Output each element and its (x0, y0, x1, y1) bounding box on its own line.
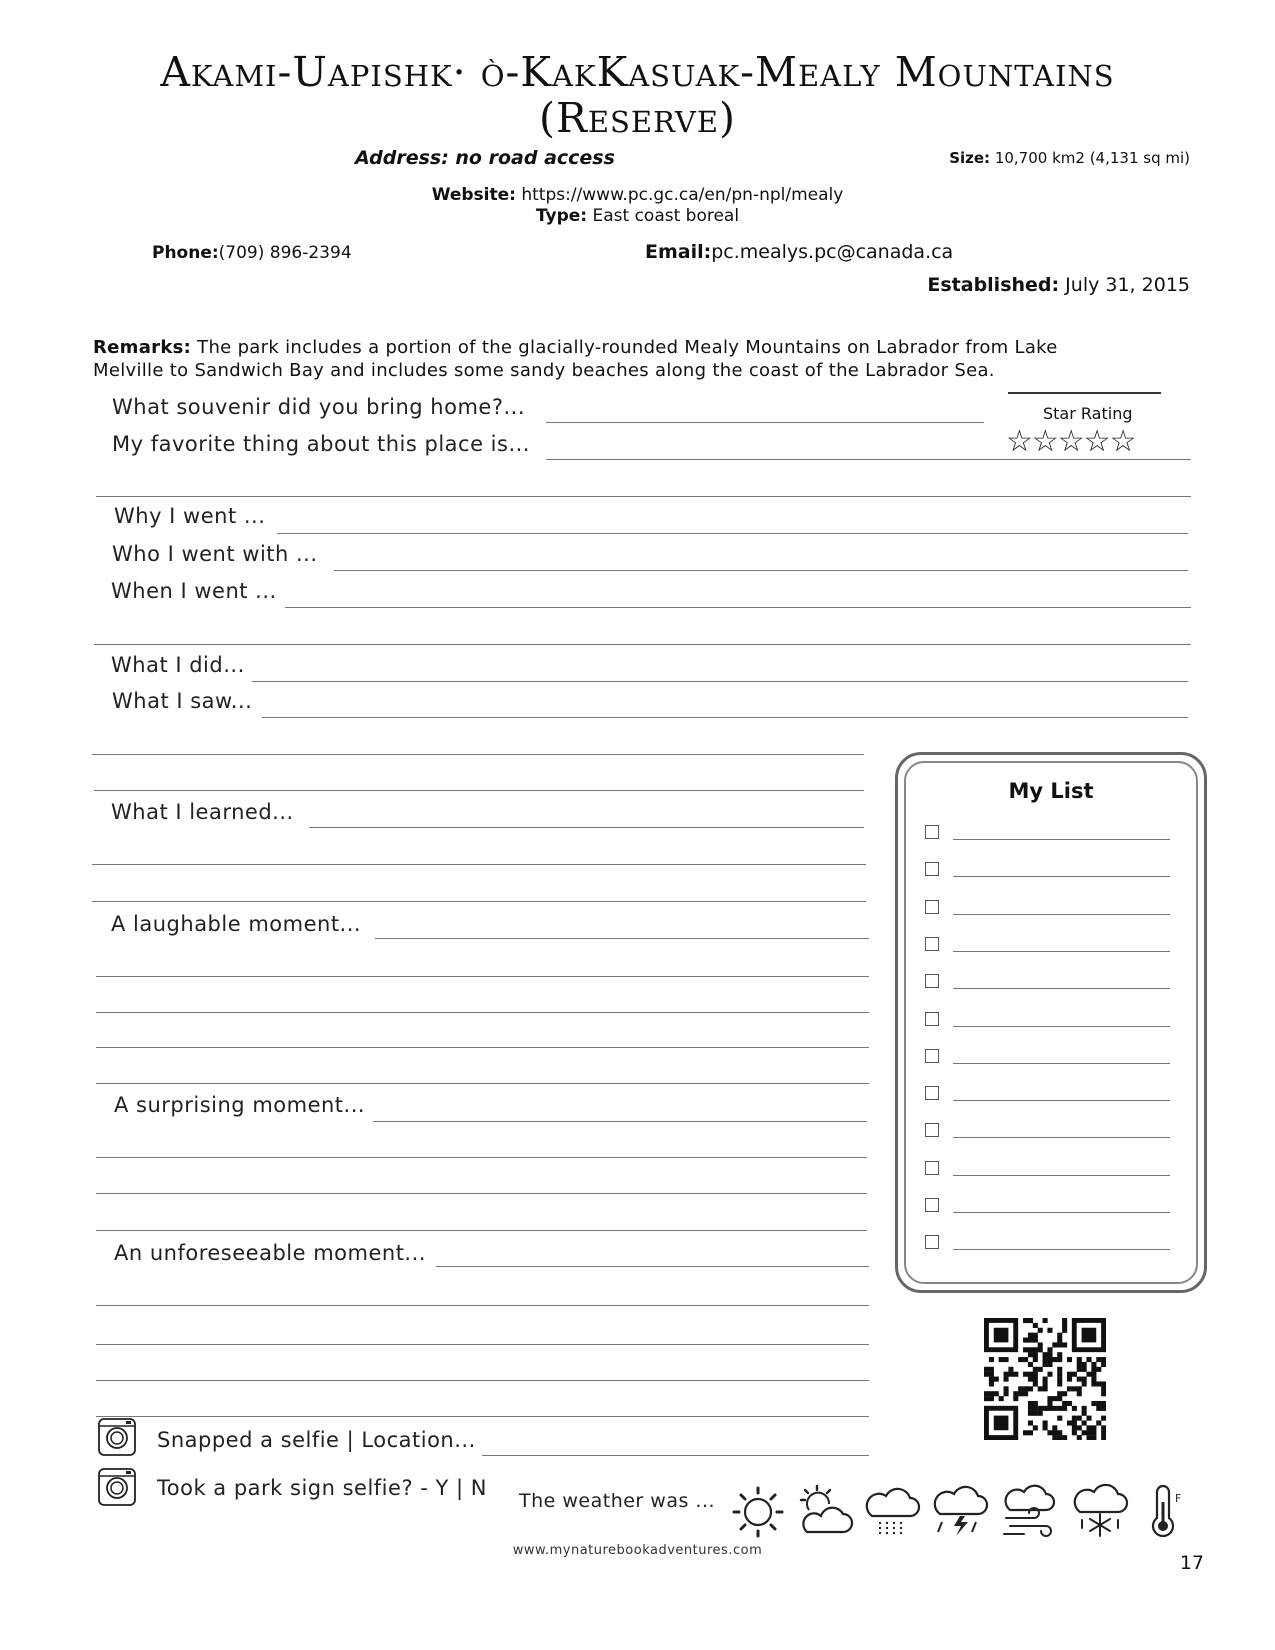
unforeseeable-prompt: An unforeseeable moment... (114, 1241, 426, 1265)
my-list-item-line[interactable] (953, 1100, 1170, 1101)
my-list-item-line[interactable] (953, 914, 1170, 915)
email-value[interactable]: pc.mealys.pc@canada.ca (711, 241, 954, 263)
surprising-answer-line[interactable] (373, 1121, 867, 1122)
learned-prompt: What I learned... (111, 800, 294, 824)
size-label: Size: (949, 149, 991, 167)
unforeseeable-answer-line[interactable] (436, 1266, 869, 1267)
snow-icon[interactable] (1070, 1484, 1130, 1538)
sign-selfie-prompt: Took a park sign selfie? - Y | N (157, 1476, 487, 1500)
email-label: Email: (645, 241, 712, 263)
established-field (927, 274, 1190, 296)
my-list-item-line[interactable] (953, 839, 1170, 840)
my-list-item-line[interactable] (953, 1026, 1170, 1027)
selfie-location-line[interactable] (482, 1455, 869, 1456)
remarks-label: Remarks: (93, 337, 192, 358)
souvenir-prompt: What souvenir did you bring home?... (112, 395, 526, 419)
my-list-item-line[interactable] (953, 1063, 1170, 1064)
selfie-prompt: Snapped a selfie | Location... (157, 1428, 476, 1452)
my-list-checkbox[interactable] (925, 937, 939, 951)
when-extra-line[interactable] (94, 644, 1191, 645)
thunderstorm-icon[interactable] (930, 1484, 990, 1538)
souvenir-answer-line[interactable] (546, 422, 984, 423)
unforeseeable-extra-line-2[interactable] (96, 1344, 869, 1345)
when-prompt: When I went ... (111, 579, 277, 603)
type-value: East coast boreal (592, 206, 740, 226)
my-list-box (895, 752, 1207, 1293)
svg-text:F: F (1175, 1492, 1182, 1505)
surprising-extra-line-1[interactable] (96, 1157, 867, 1158)
windy-icon[interactable] (1000, 1484, 1060, 1538)
established-label: Established: (927, 274, 1060, 296)
my-list-item-line[interactable] (953, 988, 1170, 989)
my-list-checkbox[interactable] (925, 1086, 939, 1100)
phone-value: (709) 896-2394 (218, 243, 352, 263)
my-list-checkbox[interactable] (925, 1049, 939, 1063)
unforeseeable-extra-line-1[interactable] (96, 1305, 869, 1306)
did-prompt: What I did... (111, 653, 245, 677)
laughable-answer-line[interactable] (375, 938, 869, 939)
unforeseeable-extra-line-3[interactable] (96, 1380, 869, 1381)
qr-code-image[interactable] (984, 1318, 1106, 1440)
remarks (93, 336, 1058, 382)
my-list-checkbox[interactable] (925, 1198, 939, 1212)
who-prompt: Who I went with ... (112, 542, 318, 566)
laughable-extra-line-4[interactable] (96, 1083, 869, 1084)
partly-cloudy-icon[interactable] (795, 1484, 855, 1538)
did-answer-line[interactable] (252, 681, 1188, 682)
thermometer-icon[interactable] (1145, 1484, 1189, 1538)
saw-extra-line-2[interactable] (94, 790, 864, 791)
my-list-checkbox[interactable] (925, 1161, 939, 1175)
footer-url[interactable]: www.mynaturebookadventures.com (512, 1543, 763, 1558)
website-label: Website: (431, 185, 516, 205)
my-list-checkbox[interactable] (925, 1235, 939, 1249)
favorite-prompt: My favorite thing about this place is... (112, 432, 530, 456)
my-list-checkbox[interactable] (925, 900, 939, 914)
favorite-answer-line[interactable] (546, 459, 1191, 460)
my-list-item-line[interactable] (953, 1249, 1170, 1250)
phone-label: Phone: (152, 243, 219, 263)
surprising-extra-line-2[interactable] (96, 1193, 867, 1194)
page-number: 17 (1179, 1552, 1204, 1574)
my-list-item-line[interactable] (953, 876, 1170, 877)
my-list-item-line[interactable] (953, 1175, 1170, 1176)
remarks-line1: The park includes a portion of the glacially-rounded Mealy Mountains on Labrador from Lake (197, 337, 1058, 358)
type-field (0, 206, 1275, 226)
laughable-prompt: A laughable moment... (111, 912, 362, 936)
rain-icon[interactable] (862, 1484, 922, 1538)
sunny-icon[interactable] (728, 1484, 788, 1538)
camera-icon[interactable] (98, 1418, 136, 1456)
my-list-checkbox[interactable] (925, 862, 939, 876)
page-title-line1: Akami-Uapishk· ò-KakKasuak-Mealy Mountains (160, 48, 1115, 96)
my-list-title: My List (1008, 779, 1094, 803)
when-answer-line[interactable] (285, 607, 1191, 608)
learned-extra-line-2[interactable] (92, 901, 866, 902)
remarks-line2: Melville to Sandwich Bay and includes some sandy beaches along the coast of the Labrador Sea. (93, 360, 995, 381)
website-value[interactable]: https://www.pc.gc.ca/en/pn-npl/mealy (521, 185, 844, 205)
my-list-checkbox[interactable] (925, 825, 939, 839)
favorite-extra-line[interactable] (96, 496, 1191, 497)
saw-prompt: What I saw... (112, 689, 253, 713)
weather-prompt: The weather was ... (519, 1490, 716, 1512)
phone-field (152, 243, 352, 263)
unforeseeable-extra-line-4[interactable] (96, 1416, 869, 1417)
my-list-checkbox[interactable] (925, 1123, 939, 1137)
who-answer-line[interactable] (334, 570, 1188, 571)
star-rating-label: Star Rating (1043, 404, 1133, 423)
laughable-extra-line-1[interactable] (96, 976, 869, 977)
why-prompt: Why I went ... (114, 504, 266, 528)
my-list-item-line[interactable] (953, 1137, 1170, 1138)
established-value: July 31, 2015 (1065, 274, 1190, 296)
email-field (645, 241, 953, 263)
size-field (949, 149, 1190, 167)
star-rating-rule (1008, 392, 1161, 394)
my-list-item-line[interactable] (953, 951, 1170, 952)
laughable-extra-line-3[interactable] (96, 1047, 869, 1048)
my-list-checkbox[interactable] (925, 1012, 939, 1026)
surprising-prompt: A surprising moment... (114, 1093, 366, 1117)
my-list-item-line[interactable] (953, 1212, 1170, 1213)
learned-answer-line[interactable] (309, 827, 864, 828)
learned-extra-line-1[interactable] (92, 864, 866, 865)
why-answer-line[interactable] (277, 533, 1188, 534)
saw-extra-line-1[interactable] (92, 754, 864, 755)
my-list-checkbox[interactable] (925, 974, 939, 988)
type-label: Type: (535, 206, 588, 226)
laughable-extra-line-2[interactable] (96, 1012, 869, 1013)
saw-answer-line[interactable] (262, 717, 1188, 718)
page-title-line2: (Reserve) (539, 94, 736, 142)
size-value: 10,700 km2 (4,131 sq mi) (994, 149, 1190, 167)
surprising-extra-line-3[interactable] (96, 1230, 867, 1231)
website-field (0, 185, 1275, 205)
camera-icon[interactable] (98, 1468, 136, 1506)
star-rating-stars[interactable]: ☆☆☆☆☆ (1006, 424, 1136, 459)
address: Address: no road access (355, 147, 615, 169)
